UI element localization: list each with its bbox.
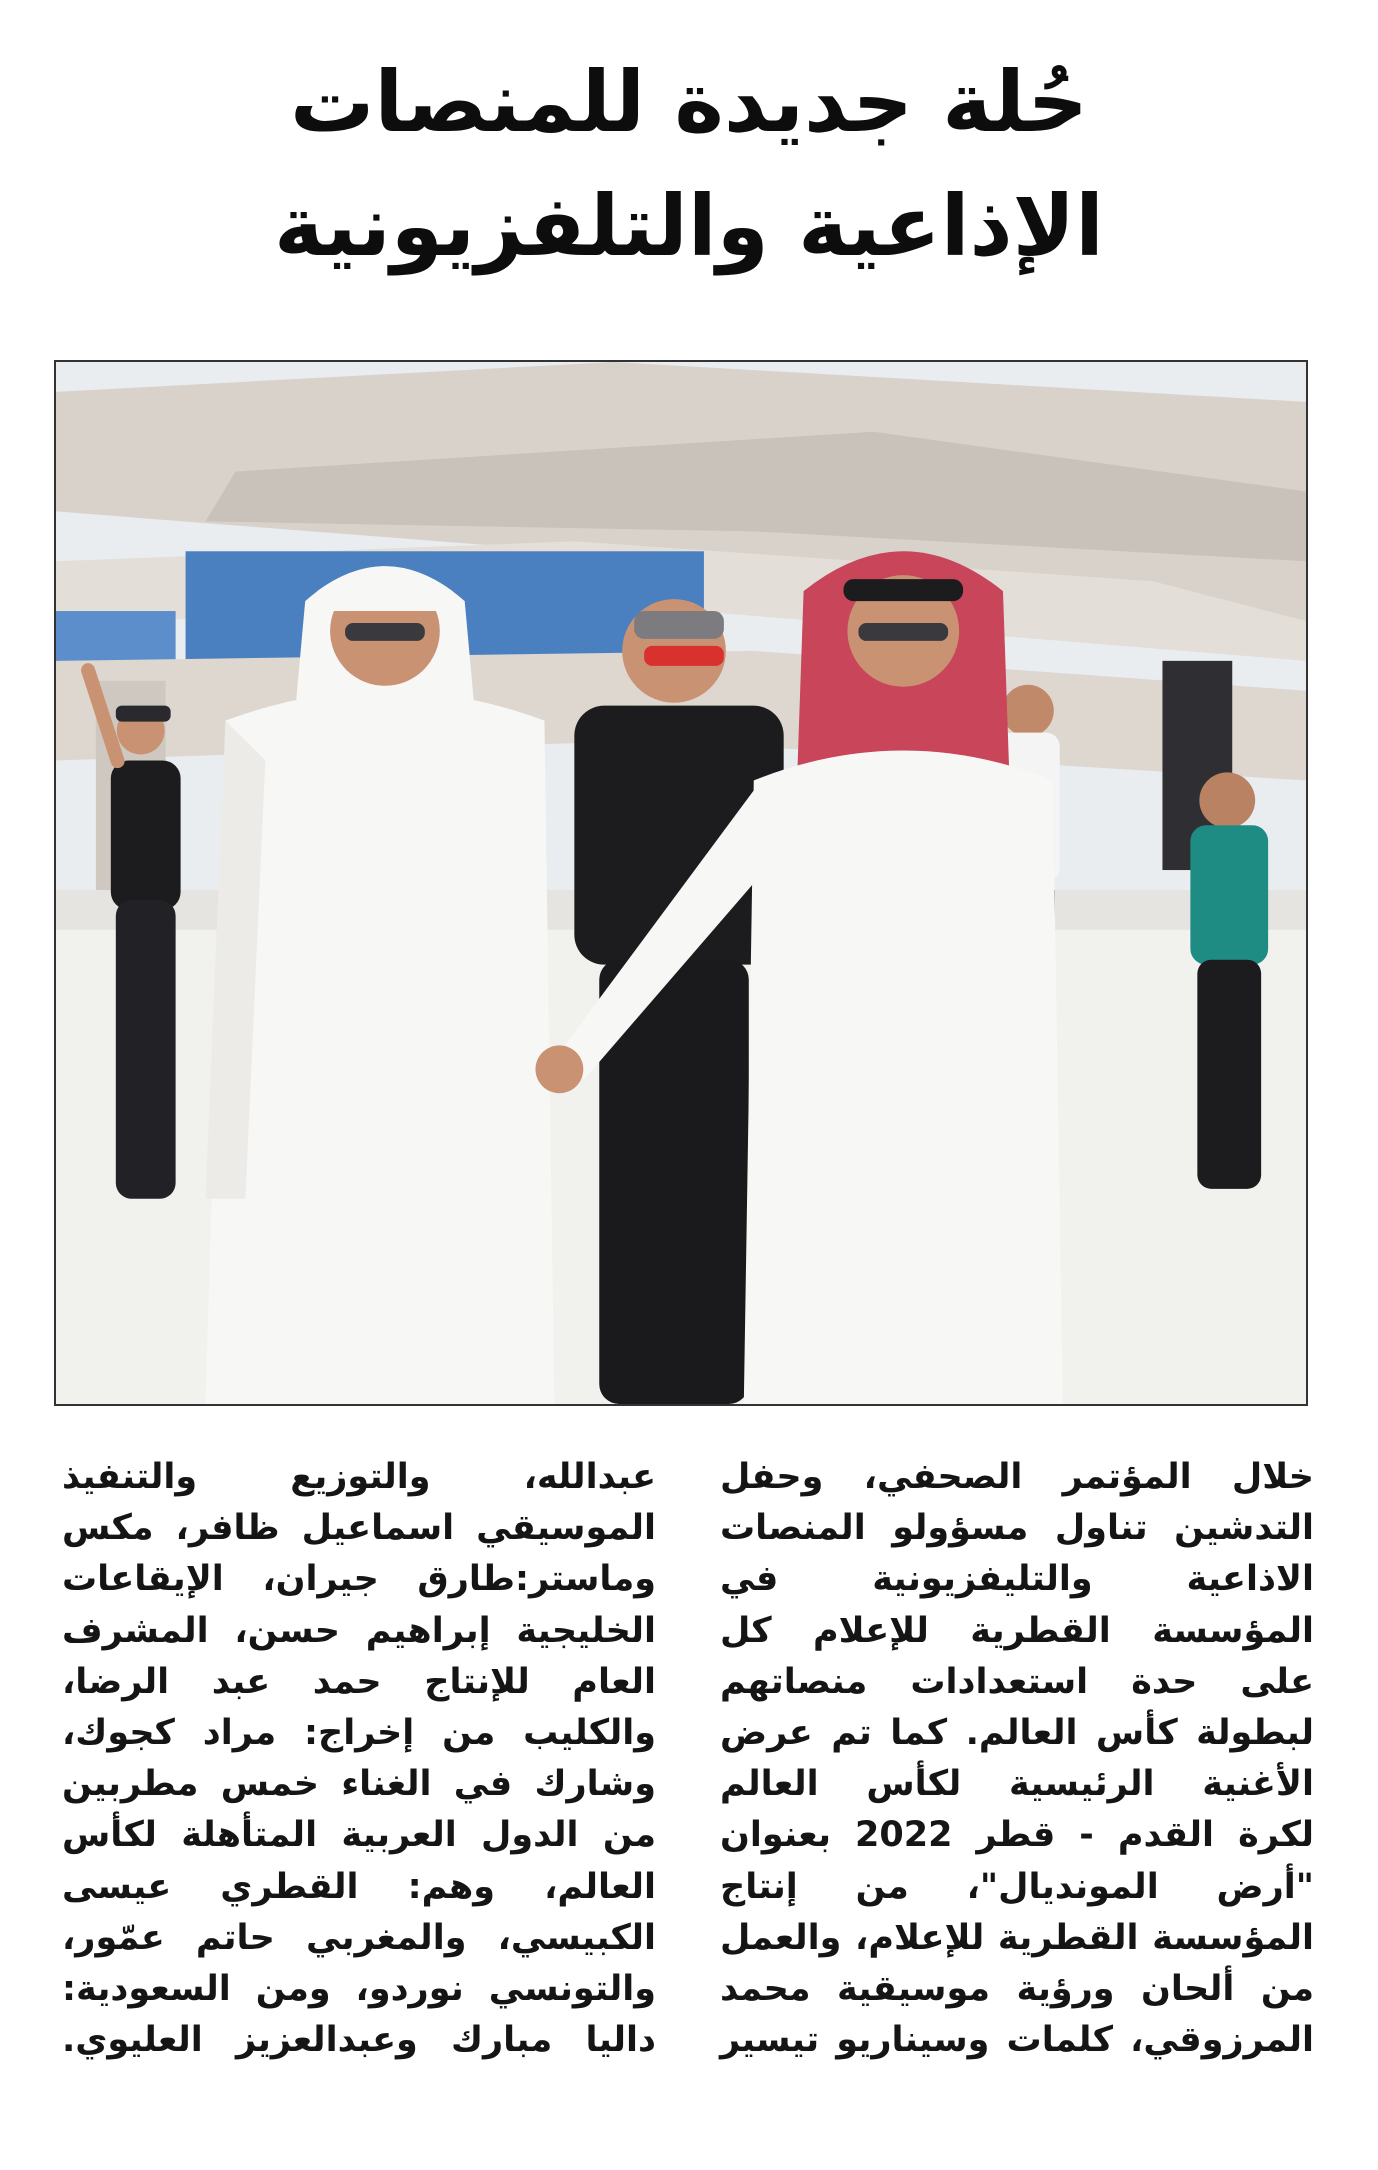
article-line: المؤسسة القطرية للإعلام، والعمل: [720, 1917, 1314, 1958]
article-line: الأغنية الرئيسية لكأس العالم: [720, 1764, 1314, 1805]
article-line: على حدة استعدادات منصاتهم: [720, 1661, 1314, 1702]
article-line: الاذاعية والتليفزيونية في: [720, 1559, 1314, 1600]
article-column-right: [720, 1452, 1314, 2066]
article-line: خلال المؤتمر الصحفي، وحفل: [720, 1457, 1314, 1497]
article-line: المؤسسة القطرية للإعلام كل: [720, 1610, 1314, 1651]
article-column-left: [62, 1452, 656, 2066]
article-line: وشارك في الغناء خمس مطربين: [62, 1764, 656, 1805]
article-line: من الدول العربية المتأهلة لكأس: [62, 1815, 656, 1856]
article-line: والكليب من إخراج: مراد كجوك،: [62, 1713, 656, 1754]
photo-person-dancer-right: [1190, 772, 1268, 1188]
article-line: عبدالله، والتوزيع والتنفيذ: [62, 1457, 656, 1497]
article-line: العام للإنتاج حمد عبد الرضا،: [62, 1661, 656, 1702]
article-line: التدشين تناول مسؤولو المنصات: [720, 1508, 1314, 1549]
article-line: داليا مبارك وعبدالعزيز العليوي.: [62, 2020, 656, 2061]
article-line: وماستر:طارق جيران، الإيقاعات: [62, 1559, 656, 1600]
headline-line-2: الإذاعية والتلفزيونية: [274, 177, 1104, 275]
headline: [60, 40, 1318, 288]
article-line: العالم، وهم: القطري عيسى: [62, 1866, 656, 1907]
article-line: من ألحان ورؤية موسيقية محمد: [720, 1969, 1314, 2010]
article-photo: [54, 360, 1308, 1406]
article-line: والتونسي نوردو، ومن السعودية:: [62, 1969, 656, 2010]
article-line: المرزوقي، كلمات وسيناريو تيسير: [720, 2020, 1314, 2061]
headline-line-1: حُلة جديدة للمنصات: [289, 53, 1089, 151]
article-line: "أرض المونديال"، من إنتاج: [720, 1866, 1314, 1907]
article-line: الكبيسي، والمغربي حاتم عمّور،: [62, 1917, 656, 1958]
article-line: الخليجية إبراهيم حسن، المشرف: [62, 1610, 656, 1651]
article-line: لبطولة كأس العالم. كما تم عرض: [720, 1713, 1314, 1754]
article-line: لكرة القدم - قطر 2022 بعنوان: [720, 1815, 1314, 1856]
article-photo-illustration: [56, 362, 1306, 1404]
article-line: الموسيقي اسماعيل ظافر، مكس: [62, 1508, 656, 1549]
